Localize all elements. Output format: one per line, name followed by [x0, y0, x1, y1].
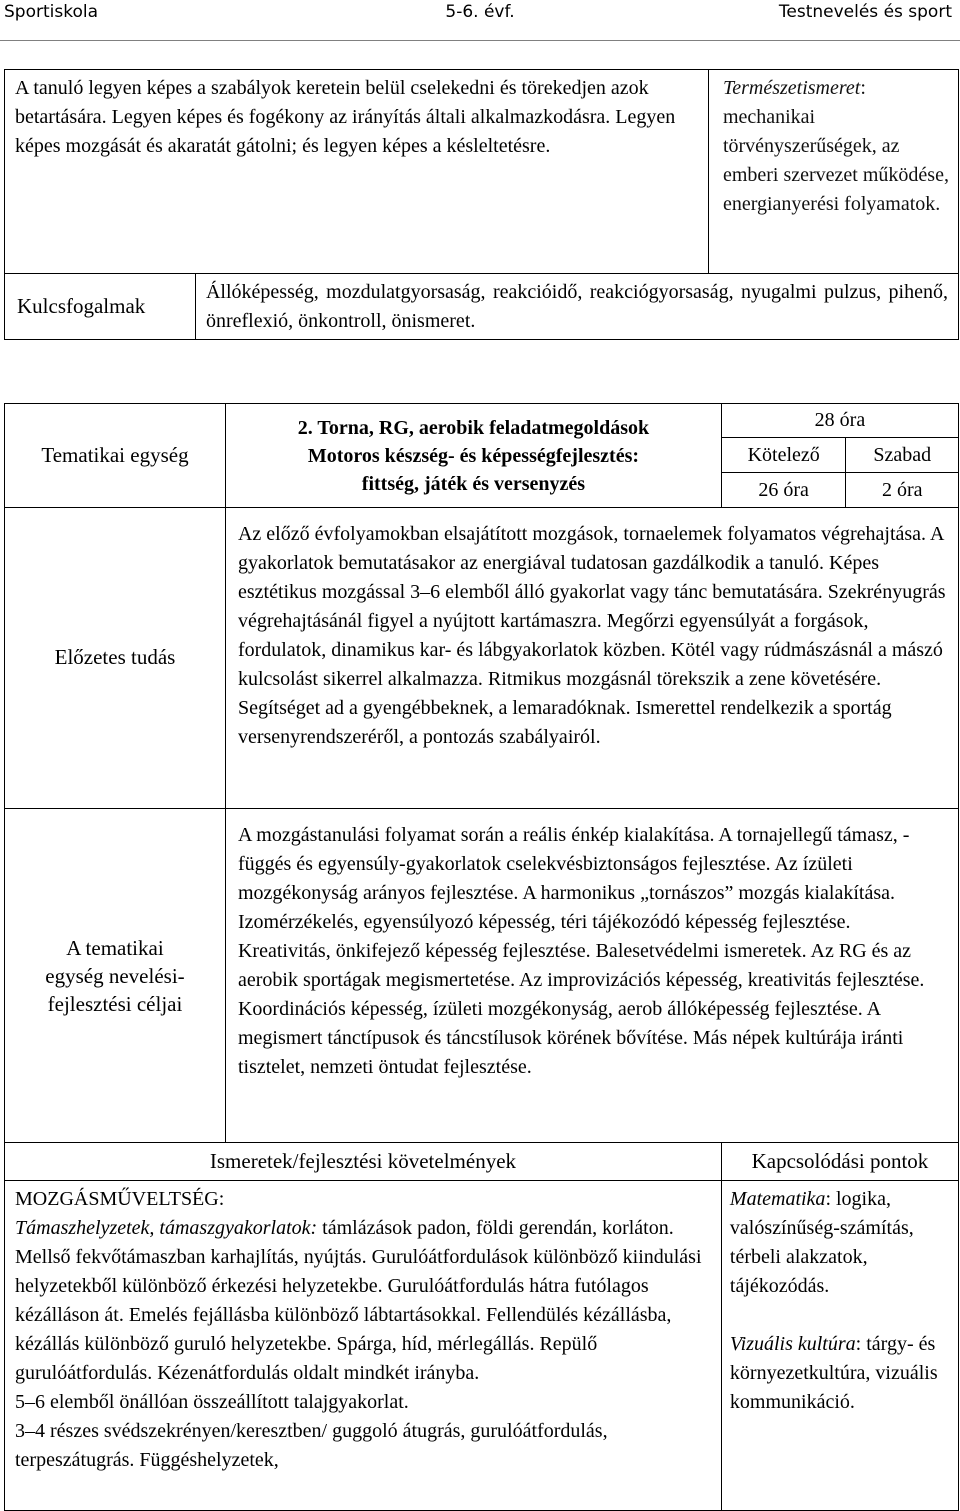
unit-label: Tematikai egység [41, 442, 189, 467]
unit-label-cell [5, 404, 226, 508]
goals-unit-text: A mozgástanulási folyamat során a reális énkép kialakítása. A tornajellegű támasz, -függés és egyensúly-gyakorlatok cselekvésbiztonságos fejlesztése. Az ízületi mozgékonyság arányos fejlesztése. A harmonikus „tornászos” mozgás kialakítása. Izomérzékelés, egyensúlyozó képesség, téri tájékozódó képesség fejlesztése. Kreativitás, önkifejező képesség fejlesztése. Balesetvédelmi ismeretek. Az RG és az aerobik sportágak megismertetése. Az improvizációs képesség, kreativitás fejlesztése. Koordinációs képesség, ízületi mozgékonyság, aerob állóképesség fejlesztése. A megismert tánctípusok és táncstílusok körének bővítése. Más népek kultúrája iránti tisztelet, nemzeti öntudat fejlesztése. [237, 824, 925, 1078]
key-concepts-label-cell [5, 274, 196, 340]
unit-title-line2: Motoros készség- és képességfejlesztés: [307, 445, 640, 467]
unit-title-line1: 2. Torna, RG, aerobik feladatmegoldások [297, 417, 650, 439]
prior-text: Az előző évfolyamokban elsajátított mozgások, tornaelemek folyamatos végrehajtása. A gyakorlatok bemutatásakor az energiával tudatosan gazdálkodik a tanuló. Képes esztétikus mozgással 3–6 elemből álló gyakorlat vagy tánc bemutatására. Szekrényugrás végrehajtásánál figyel a nyújtott kartámaszra. Megőrzi egyensúlyát a forgások, fordulatok, dinamikus kar- és lábgyakorlatok közben. Kötél vagy rúdmászásnál a mászó kulcsolást sikerrel alkalmazza. Ritmikus mozgásnál törekszik a zene követésére. [237, 523, 946, 690]
prior-label-cell [5, 508, 226, 809]
goals-unit-cell [225, 809, 958, 1143]
link-text: : mechanikai törvényszerűségek, az emberi szervezet működése, energianyerési folyamatok. [722, 77, 949, 215]
requirements-text-1: támlázások padon, földi gerendán, korláton. Mellső fekvőtámaszban karhajlítás, nyújtás. Gurulóátfordulások különböző kiindulási helyzetekből különböző érkezési helyzetekbe. Gurulóátfordulás hátra futólagos kézálláson át. Emelés fejállásba különböző lábtartásokkal. Fellendülés kézállásba, kézállás különböző guruló helyzetekbe. Spárga, híd, mérlegállás. Repülő gurulóátfordulás. Kézenátfordulás oldalt mindkét irányba. [15, 1217, 702, 1384]
goals-label-line2: egység nevelési- [45, 963, 185, 988]
prior-cell [225, 508, 958, 809]
goals-label-cell [5, 809, 226, 1143]
key-concepts-text: Állóképesség, mozdulatgyorsaság, reakcióidő, reakciógyorsaság, nyugalmi pulzus, pihenő, önreflexió, önkontroll, önismeret. [205, 281, 948, 332]
goals-cell [5, 70, 709, 274]
header-school: Sportiskola [4, 2, 98, 22]
mandatory-hours: 26 óra [758, 478, 809, 501]
connections-header-cell [721, 1143, 958, 1181]
requirements-italic-lead: Támaszhelyzetek, támaszgyakorlatok: [15, 1217, 318, 1239]
unit-title-cell [225, 404, 721, 508]
header-divider [0, 40, 960, 41]
mandatory-hours-cell [721, 473, 846, 508]
prior-text-2: Segítséget ad a gyengébbeknek, a lemaradóknak. Ismerettel rendelkezik a sportág versenyrendszeréről, a pontozás szabályairól. [237, 697, 892, 748]
connection-math-text: : logika, valószínűség-számítás, térbeli alakzatok, tájékozódás. [729, 1188, 914, 1297]
goals-label-line3: fejlesztési céljai [47, 991, 183, 1016]
requirements-cell [5, 1181, 722, 1511]
connection-math-subject: Matematika [729, 1188, 826, 1210]
link-subject: Természetismeret [722, 77, 861, 99]
requirements-text-2: 5–6 elemből önállóan összeállított talajgyakorlat. [15, 1391, 409, 1413]
free-label: Szabad [873, 443, 932, 466]
key-concepts-label: Kulcsfogalmak [17, 293, 146, 318]
header-grade: 5-6. évf. [445, 2, 515, 22]
connection-visual-subject: Vizuális kultúra [729, 1333, 856, 1355]
requirements-header-cell [5, 1143, 722, 1181]
hours-total-cell [721, 404, 958, 438]
header-subject: Testnevelés és sport [778, 2, 952, 22]
free-label-cell [846, 438, 959, 473]
free-hours-cell [846, 473, 959, 508]
key-concepts-cell [195, 274, 958, 340]
hours-total: 28 óra [814, 409, 866, 431]
prior-label: Előzetes tudás [54, 645, 176, 669]
connections-cell [721, 1181, 958, 1511]
mandatory-label-cell [721, 438, 846, 473]
unit-title-line3: fittség, játék és versenyzés [361, 473, 586, 495]
link-cell [708, 70, 958, 274]
free-hours: 2 óra [881, 478, 923, 501]
mandatory-label: Kötelező [747, 443, 820, 466]
unit-table [4, 403, 959, 1511]
requirements-header: Ismeretek/fejlesztési követelmények [209, 1148, 517, 1173]
requirements-section-title: MOZGÁSMŰVELTSÉG: [15, 1188, 225, 1210]
page-header [0, 0, 960, 40]
connections-header: Kapcsolódási pontok [751, 1148, 929, 1173]
goals-label-line1: A tematikai [66, 935, 164, 960]
goals-text: A tanuló legyen képes a szabályok keretein belül cselekedni és törekedjen azok betartására. Legyen képes és fogékony az irányítás általi alkalmazkodásra. Legyen képes mozgását és akaratát gátolni; és legyen képes a késleltetésre. [15, 77, 676, 157]
requirements-text-3: 3–4 részes svédszekrényen/keresztben/ guggoló átugrás, gurulóátfordulás, terpeszátugrás. Függéshelyzetek, [15, 1420, 608, 1471]
connection-visual-text: : tárgy- és környezetkultúra, vizuális kommunikáció. [729, 1333, 938, 1413]
top-table [4, 69, 959, 340]
